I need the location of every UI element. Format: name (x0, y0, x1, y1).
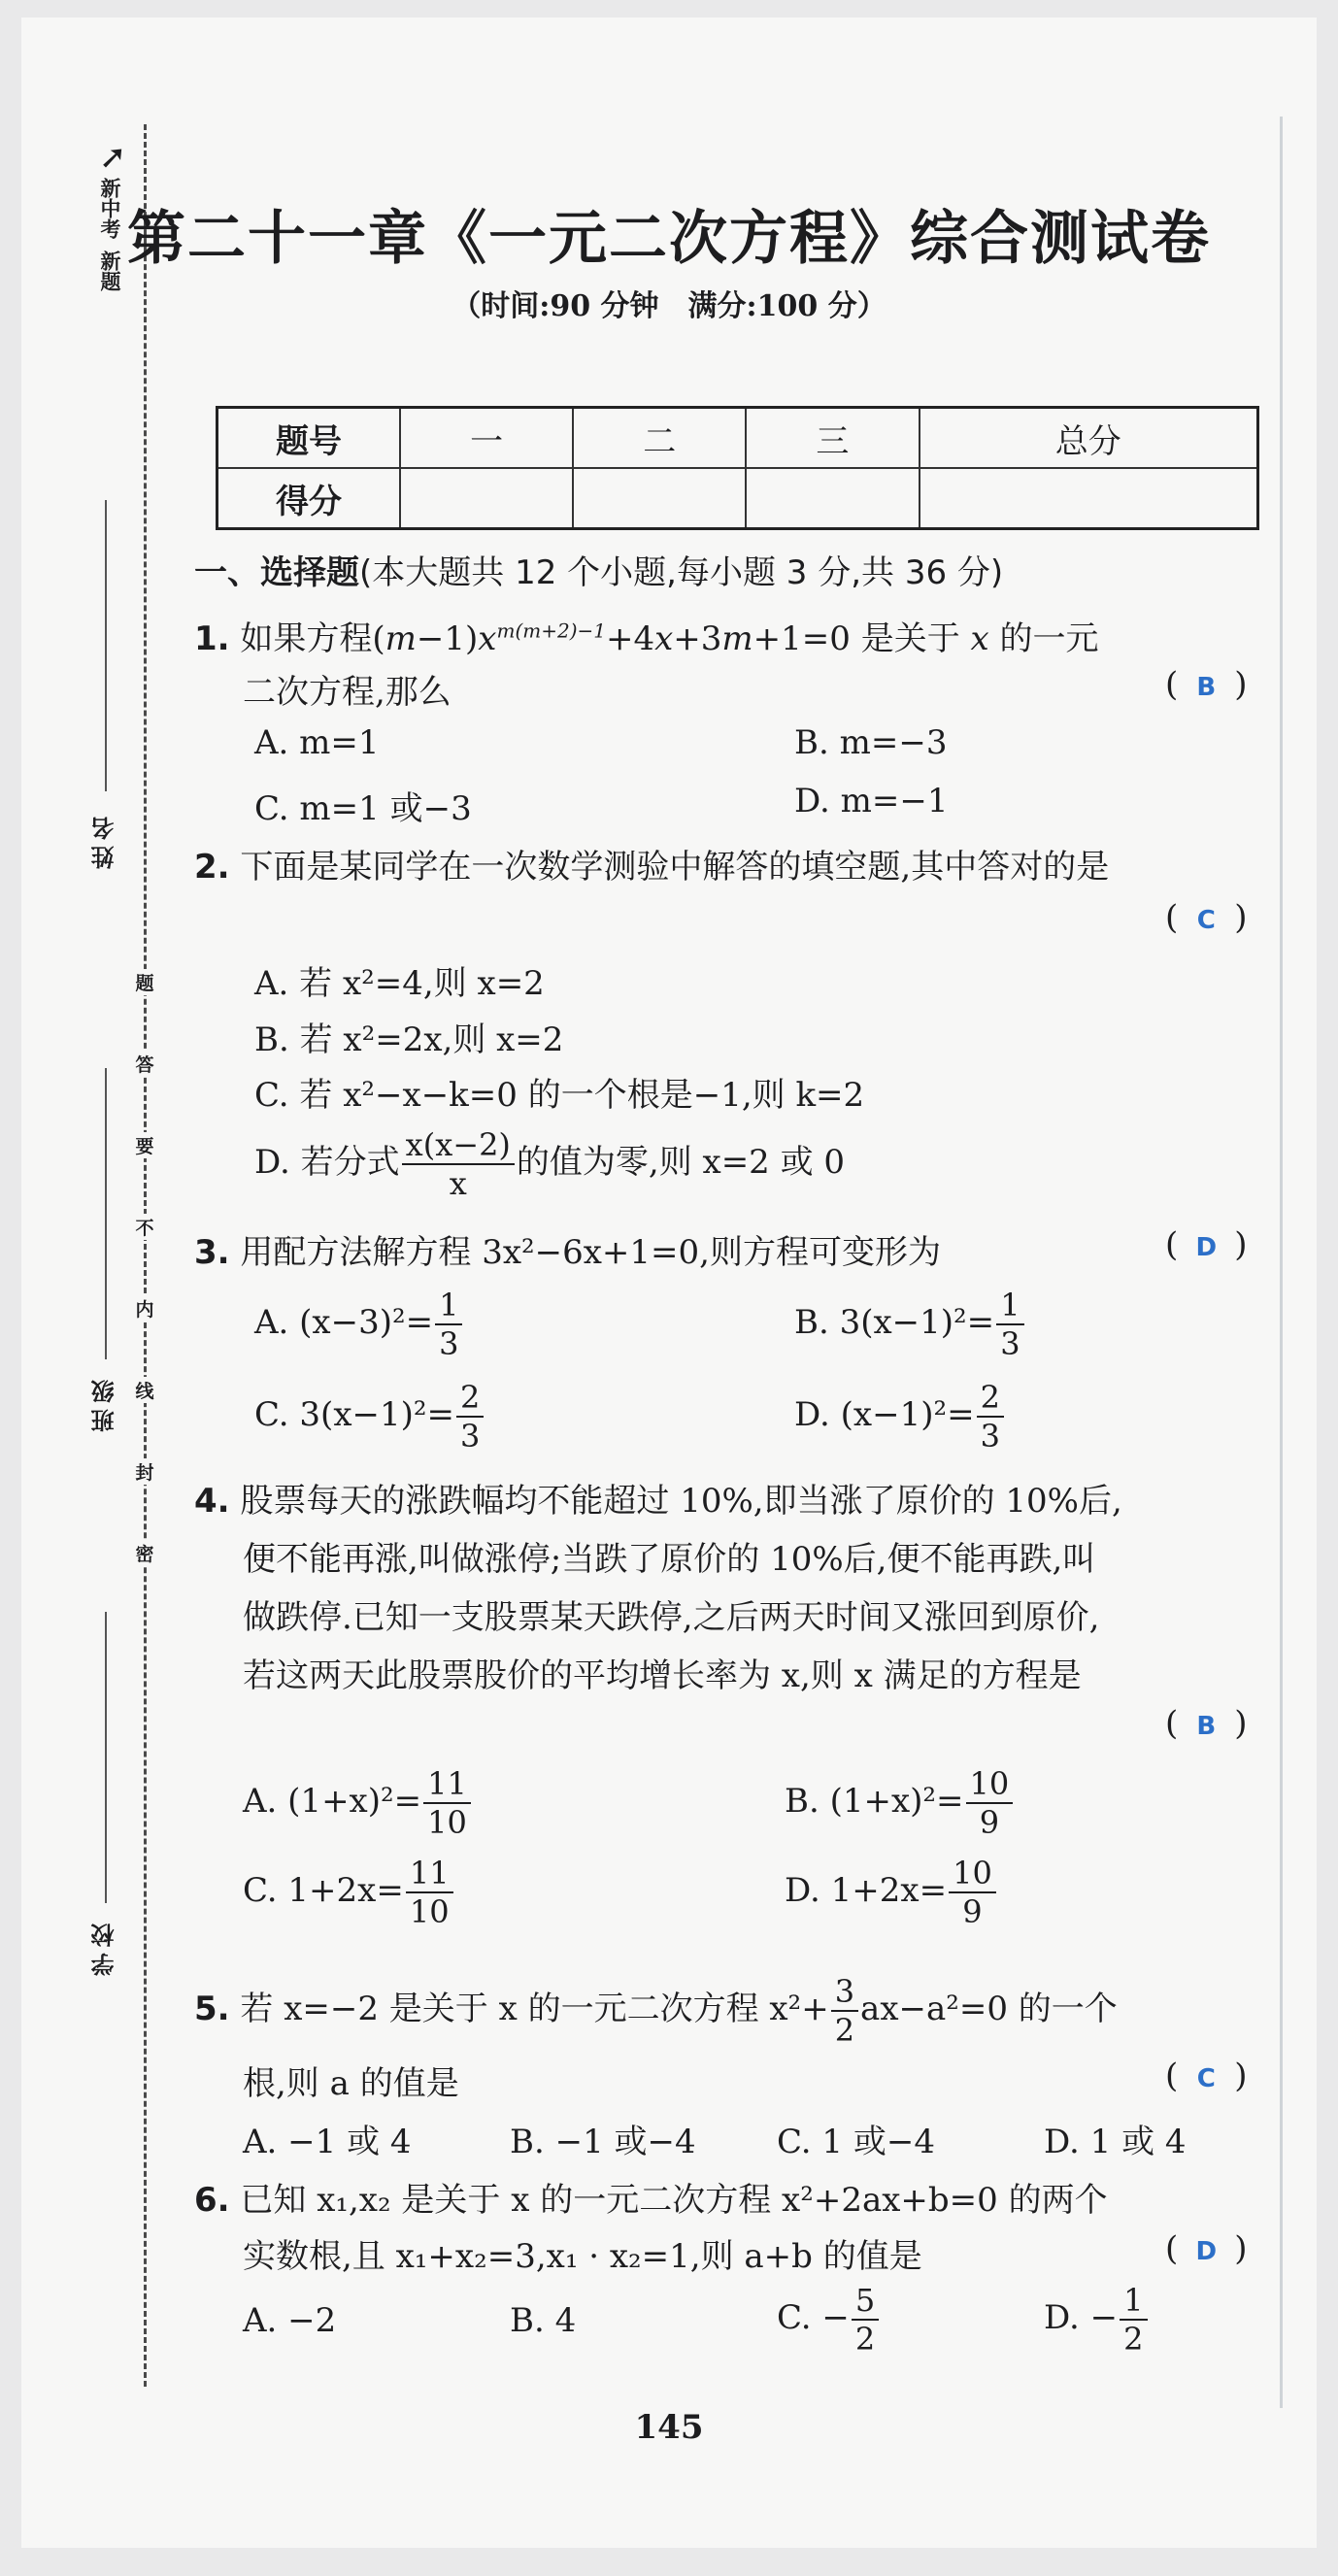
brand-logo: ➚ 新中考 新题 (98, 138, 127, 291)
table-cell: 三 (746, 408, 919, 469)
seal-char: 答 (132, 1051, 157, 1077)
option[interactable]: A. −1 或 4 (243, 2123, 412, 2161)
score-input-cell[interactable] (400, 468, 573, 529)
option[interactable]: D. m=−1 (794, 782, 949, 820)
question-3: 3. 用配方法解方程 3x²−6x+1=0,则方程可变形为 (194, 1233, 941, 1272)
option[interactable]: C. 1+2x= $\frac{11}{10}$ (243, 1855, 455, 1930)
question-4-line: 便不能再涨,叫做涨停;当跌了原价的 10%后,便不能再跌,叫 (243, 1540, 1096, 1579)
table-cell: 总分 (920, 408, 1258, 469)
option[interactable]: D. (x−1)²= $\frac{2}{3}$ (794, 1379, 1006, 1455)
option[interactable]: B. 4 (510, 2301, 577, 2340)
question-6: 6. 已知 x₁,x₂ 是关于 x 的一元二次方程 x²+2ax+b=0 的两个 (194, 2181, 1108, 2220)
seal-char: 不 (132, 1214, 157, 1240)
question-4-line: 做跌停.已知一支股票某天跌停,之后两天时间又涨回到原价, (243, 1598, 1100, 1637)
option[interactable]: A. −2 (243, 2301, 337, 2340)
answer-bracket: ( D ) (1165, 2229, 1248, 2268)
option[interactable]: C. 1 或−4 (777, 2123, 935, 2161)
table-cell: 二 (573, 408, 746, 469)
table-row (217, 408, 1258, 469)
answer-bracket: ( B ) (1165, 665, 1248, 704)
question-5: 5. 若 x=−2 是关于 x 的一元二次方程 x²+ $\frac{3}{2}$ ax−a²=0 的一个 (194, 1973, 1118, 2049)
question-2: 2. 下面是某同学在一次数学测验中解答的填空题,其中答对的是 (194, 848, 1110, 887)
class-write-line[interactable] (105, 1068, 107, 1359)
section-heading: 一、选择题(本大题共 12 个小题,每小题 3 分,共 36 分) (194, 553, 1004, 592)
question-1-line2: 二次方程,那么 (243, 673, 452, 712)
answer-bracket: ( D ) (1165, 1225, 1248, 1264)
question-4: 4. 股票每天的涨跌幅均不能超过 10%,即当涨了原价的 10%后, (194, 1482, 1122, 1521)
page-number: 145 (634, 2408, 704, 2447)
option[interactable]: C. − $\frac{5}{2}$ (777, 2282, 881, 2358)
question-6-line2: 实数根,且 x₁+x₂=3,x₁ · x₂=1,则 a+b 的值是 (243, 2237, 922, 2276)
school-label: 学校 (91, 1918, 118, 1976)
table-cell: 得分 (217, 468, 401, 529)
answer-bracket: ( C ) (1165, 898, 1248, 937)
right-margin-line (1280, 117, 1283, 2408)
option[interactable]: C. 3(x−1)²= $\frac{2}{3}$ (254, 1379, 485, 1455)
option[interactable]: B. (1+x)²= $\frac{10}{9}$ (785, 1765, 1015, 1841)
option[interactable]: B. 3(x−1)²= $\frac{1}{3}$ (794, 1287, 1026, 1362)
option[interactable]: D. 1+2x= $\frac{10}{9}$ (785, 1855, 998, 1930)
question-1: 1. 如果方程$(m-1)x^{m(m+2)-1}+4x+3m+1=0$ 是关于 x 的一元 (194, 619, 1099, 658)
option[interactable]: D. 1 或 4 (1044, 2123, 1187, 2161)
answer-bracket: ( B ) (1165, 1704, 1248, 1743)
seal-char: 封 (132, 1458, 157, 1485)
page-title: 第二十一章《一元二次方程》综合测试卷 (127, 205, 1211, 273)
name-write-line[interactable] (105, 500, 107, 791)
option[interactable]: A. m=1 (254, 723, 380, 762)
seal-char: 线 (132, 1377, 157, 1403)
option[interactable]: A. 若 x²=4,则 x=2 (254, 964, 545, 1003)
arrow-icon: ➚ (99, 138, 127, 177)
option[interactable]: D. − $\frac{1}{2}$ (1044, 2282, 1150, 2358)
option[interactable]: A. (x−3)²= $\frac{1}{3}$ (254, 1287, 464, 1362)
name-label: 姓名 (91, 811, 118, 869)
table-row (217, 468, 1258, 529)
option[interactable]: C. m=1 或−3 (254, 789, 472, 828)
seal-char: 密 (132, 1540, 157, 1566)
school-write-line[interactable] (105, 1612, 107, 1903)
seal-char: 题 (132, 969, 157, 995)
option[interactable]: B. 若 x²=2x,则 x=2 (254, 1020, 564, 1059)
option[interactable]: C. 若 x²−x−k=0 的一个根是−1,则 k=2 (254, 1076, 865, 1115)
binding-dashed-line (144, 124, 147, 2387)
option[interactable]: D. 若分式 $\frac{x(x-2)}{x}$ 的值为零,则 x=2 或 0 (254, 1126, 846, 1202)
table-cell: 题号 (217, 408, 401, 469)
score-table (216, 406, 1259, 530)
page-subtitle: （时间:90 分钟 满分:100 分） (452, 289, 886, 323)
option[interactable]: A. (1+x)²= $\frac{11}{10}$ (243, 1765, 473, 1841)
question-4-line: 若这两天此股票股价的平均增长率为 x,则 x 满足的方程是 (243, 1656, 1082, 1695)
seal-char: 内 (132, 1295, 157, 1321)
answer-bracket: ( C ) (1165, 2057, 1248, 2095)
table-cell: 一 (400, 408, 573, 469)
class-label: 班级 (91, 1374, 118, 1432)
page-sheet (21, 17, 1317, 2548)
fraction: $\frac{x(x-2)}{x}$ (402, 1126, 515, 1202)
seal-char: 要 (132, 1132, 157, 1158)
option[interactable]: B. m=−3 (794, 723, 948, 762)
score-input-cell[interactable] (573, 468, 746, 529)
option[interactable]: B. −1 或−4 (510, 2123, 696, 2161)
question-5-line2: 根,则 a 的值是 (243, 2064, 459, 2103)
score-input-cell[interactable] (920, 468, 1258, 529)
score-input-cell[interactable] (746, 468, 919, 529)
